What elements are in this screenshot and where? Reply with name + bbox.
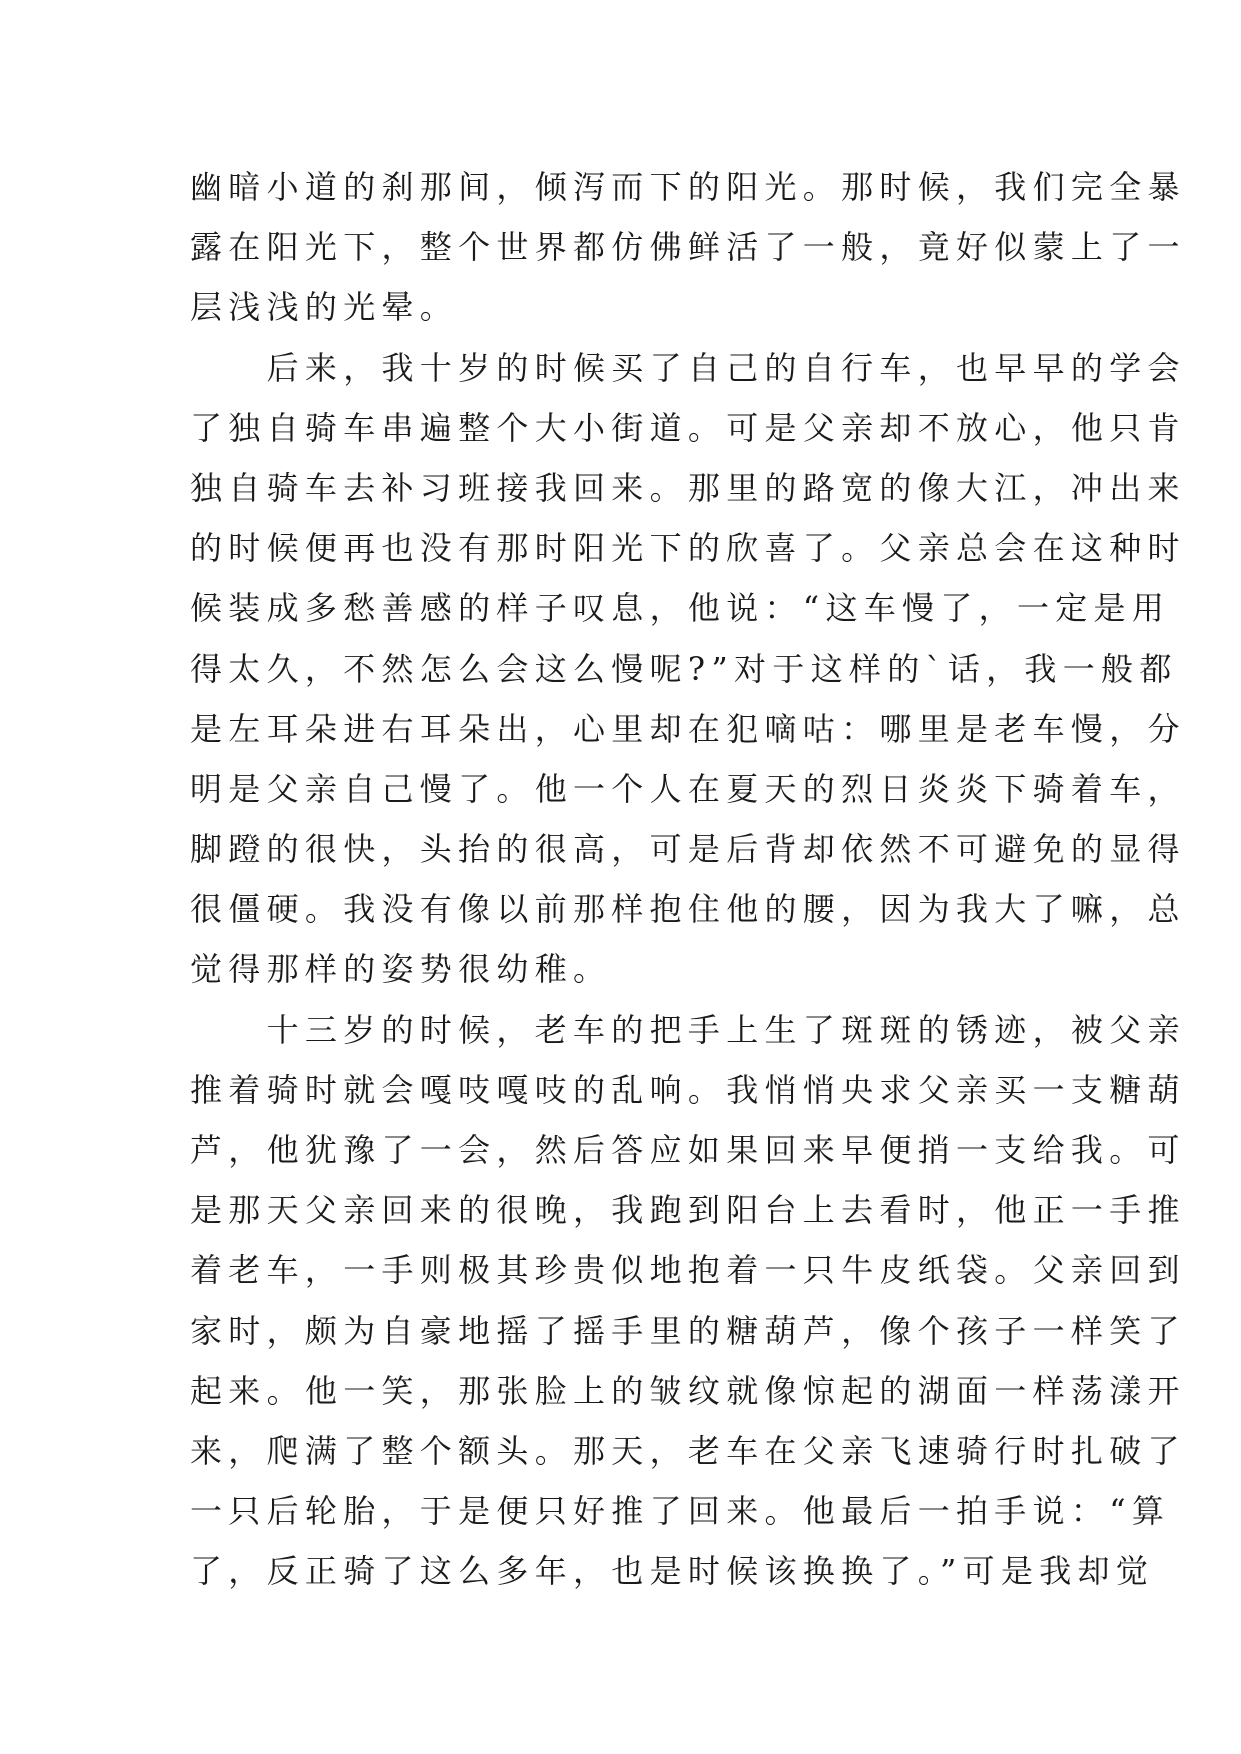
text-line: 露在阳光下，整个世界都仿佛鲜活了一般，竟好似蒙上了一 [190, 228, 1186, 267]
text-line: 推着骑时就会嘎吱嘎吱的乱响。我悄悄央求父亲买一支糖葫 [190, 1070, 1186, 1109]
text-line: 的时候便再也没有那时阳光下的欣喜了。父亲总会在这种时 [190, 529, 1186, 568]
text-line: 是那天父亲回来的很晚，我跑到阳台上去看时，他正一手推 [190, 1191, 1186, 1230]
text-line: 来，爬满了整个额头。那天，老车在父亲飞速骑行时扎破了 [190, 1431, 1186, 1470]
text-line: 很僵硬。我没有像以前那样抱住他的腰，因为我大了嘛，总 [190, 890, 1186, 929]
text-line: 得太久，不然怎么会这么慢呢?”对于这样的`话，我一般都 [190, 649, 1178, 688]
body-text [190, 157, 1186, 1602]
text-line: 十三岁的时候，老车的把手上生了斑斑的锈迹，被父亲 [190, 1010, 1186, 1049]
text-line: 着老车，一手则极其珍贵似地抱着一只牛皮纸袋。父亲回到 [190, 1251, 1186, 1290]
text-line: 芦，他犹豫了一会，然后答应如果回来早便捎一支给我。可 [190, 1131, 1186, 1169]
text-line: 候装成多愁善感的样子叹息，他说：“这车慢了，一定是用 [190, 589, 1171, 628]
text-line: 后来，我十岁的时候买了自己的自行车，也早早的学会 [190, 348, 1186, 387]
text-line: 了独自骑车串遍整个大小街道。可是父亲却不放心，他只肯 [190, 408, 1186, 447]
text-line: 觉得那样的姿势很幼稚。 [190, 950, 612, 989]
text-line: 独自骑车去补习班接我回来。那里的路宽的像大江，冲出来 [190, 468, 1186, 507]
text-line: 幽暗小道的刹那间，倾泻而下的阳光。那时候，我们完全暴 [190, 168, 1186, 206]
text-line: 一只后轮胎，于是便只好推了回来。他最后一拍手说：“算 [190, 1492, 1171, 1531]
text-line: 脚蹬的很快，头抬的很高，可是后背却依然不可避免的显得 [190, 830, 1186, 869]
text-line: 家时，颇为自豪地摇了摇手里的糖葫芦，像个孩子一样笑了 [190, 1311, 1186, 1350]
text-line: 是左耳朵进右耳朵出，心里却在犯嘀咕：哪里是老车慢，分 [190, 709, 1186, 748]
text-line: 层浅浅的光晕。 [190, 288, 459, 327]
text-line: 起来。他一笑，那张脸上的皱纹就像惊起的湖面一样荡漾开 [190, 1371, 1186, 1410]
text-line: 了，反正骑了这么多年，也是时候该换换了。”可是我却觉 [190, 1552, 1155, 1591]
text-line: 明是父亲自己慢了。他一个人在夏天的烈日炎炎下骑着车， [190, 769, 1186, 808]
